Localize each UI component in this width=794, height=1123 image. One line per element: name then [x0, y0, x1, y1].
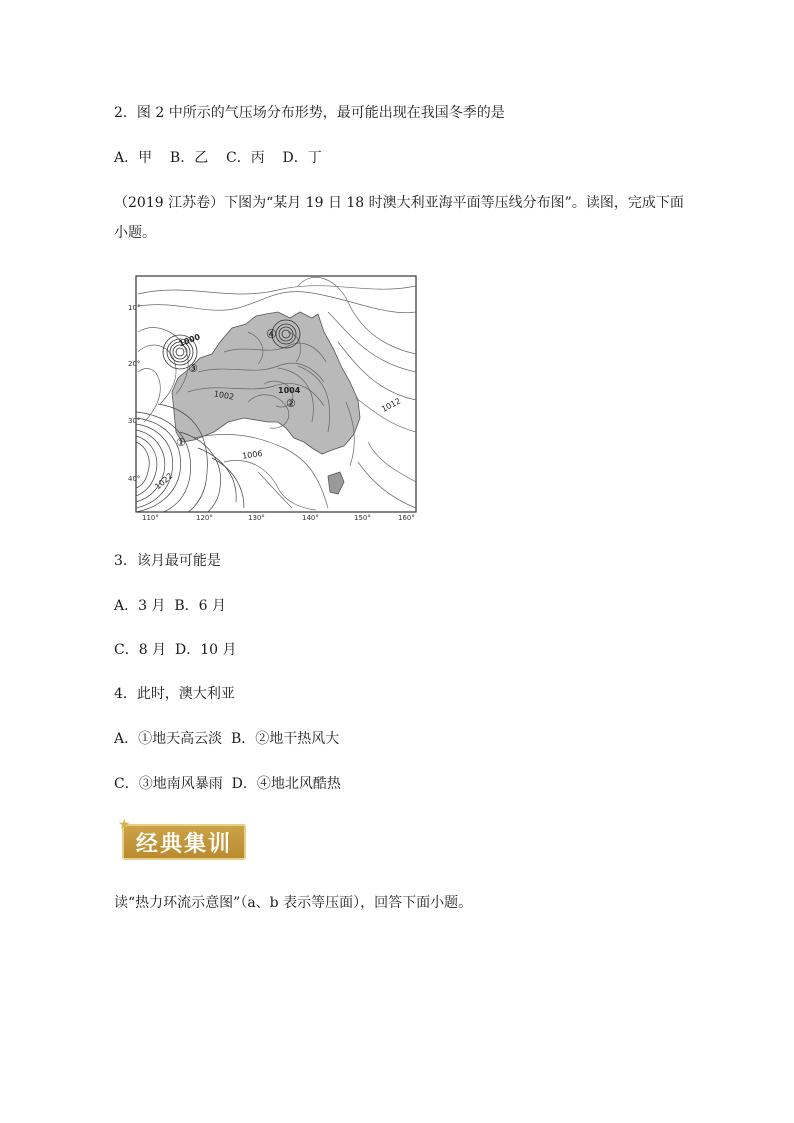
- q3-options-row-1: A．3 月 B．6 月: [114, 598, 227, 614]
- lon-label-160: 160°: [398, 514, 415, 522]
- isobar-label-1002: 1002: [213, 389, 235, 402]
- lon-label-110: 110°: [142, 514, 159, 522]
- lon-label-150: 150°: [354, 514, 371, 522]
- q5-intro: 读“热力环流示意图”（a、b 表示等压面），回答下面小题。: [114, 895, 473, 911]
- q4-stem: 4．此时，澳大利亚: [114, 686, 235, 702]
- isobar-map: [128, 272, 420, 522]
- isobar-label-1000: 1000: [177, 332, 202, 349]
- isobar-label-1022: 1022: [153, 471, 175, 492]
- q4-options-row-2: C．③地南风暴雨 D．④地北风酷热: [114, 776, 341, 792]
- section-banner: [118, 818, 246, 862]
- site-marker-2: ②: [286, 397, 296, 410]
- lat-label-20: 20°: [128, 360, 141, 368]
- banner-title: 经典集训: [135, 831, 232, 857]
- q3-stem: 3．该月最可能是: [114, 553, 221, 569]
- q3-options-row-2: C．8 月 D．10 月: [114, 642, 237, 658]
- lon-label-120: 120°: [196, 514, 213, 522]
- star-icon: ★: [118, 817, 131, 833]
- q4-options-row-1: A．①地天高云淡 B．②地干热风大: [114, 731, 340, 747]
- lat-label-30: 30°: [128, 417, 141, 425]
- lon-label-140: 140°: [302, 514, 319, 522]
- site-marker-4: ④: [266, 327, 277, 341]
- q2-stem: 2．图 2 中所示的气压场分布形势，最可能出现在我国冬季的是: [114, 105, 505, 121]
- lon-label-130: 130°: [248, 514, 265, 522]
- passage-intro: （2019 江苏卷）下图为“某月 19 日 18 时澳大利亚海平面等压线分布图”。读图，完成下面小题。: [114, 195, 684, 241]
- isobar-label-1012: 1012: [379, 396, 403, 414]
- lat-label-10: 10°: [128, 304, 141, 312]
- q2-options: A．甲 B．乙 C．丙 D．丁: [114, 150, 322, 166]
- isobar-label-1004: 1004: [278, 386, 301, 395]
- lat-label-40: 40°: [128, 475, 141, 483]
- site-marker-1: ①: [176, 436, 186, 449]
- site-marker-3: ③: [188, 362, 198, 375]
- isobar-label-1006: 1006: [241, 449, 264, 461]
